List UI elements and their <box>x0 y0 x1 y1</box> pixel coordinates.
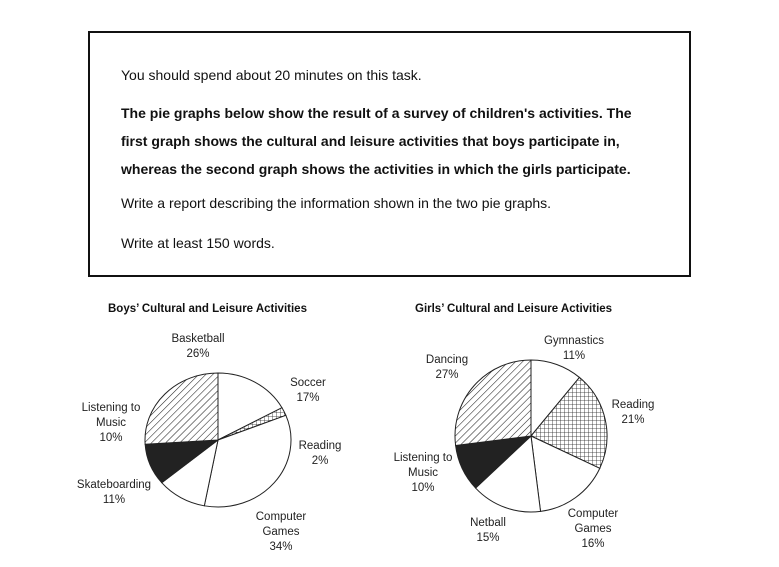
word-limit: Write at least 150 words. <box>121 235 275 251</box>
instruction: Write a report describing the information shown in the two pie graphs. <box>121 195 552 211</box>
prompt-line-3: whereas the second graph shows the activities in which the girls participate. <box>121 161 631 177</box>
prompt-line-1: The pie graphs below show the result of a survey of children's activities. The <box>121 105 632 121</box>
girls-chart-title: Girls’ Cultural and Leisure Activities <box>415 303 613 315</box>
boys-label-basketball: Basketball 26% <box>171 333 225 360</box>
girls-label-reading: Reading 21% <box>611 399 655 426</box>
girls-label-listening-to-music: Listening to Music 10% <box>393 452 453 494</box>
girls-label-dancing: Dancing 27% <box>425 354 469 381</box>
girls-slice-dancing <box>455 360 531 446</box>
boys-label-reading: Reading 2% <box>298 440 342 467</box>
time-note: You should spend about 20 minutes on this task. <box>121 67 422 83</box>
boys-chart-title: Boys’ Cultural and Leisure Activities <box>108 303 307 315</box>
boys-slice-basketball <box>145 373 218 444</box>
boys-label-computer-games: Computer Games 34% <box>255 511 307 553</box>
girls-label-gymnastics: Gymnastics 11% <box>543 335 605 362</box>
boys-pie <box>77 333 342 553</box>
boys-label-soccer: Soccer 17% <box>290 377 326 404</box>
boys-label-skateboarding: Skateboarding 11% <box>76 479 152 506</box>
girls-pie <box>394 335 655 550</box>
boys-label-listening-to-music: Listening to Music 10% <box>81 402 141 444</box>
prompt-line-2: first graph shows the cultural and leisure activities that boys participate in, <box>121 133 620 149</box>
girls-label-computer-games: Computer Games 16% <box>567 508 619 550</box>
girls-label-netball: Netball 15% <box>470 517 506 544</box>
